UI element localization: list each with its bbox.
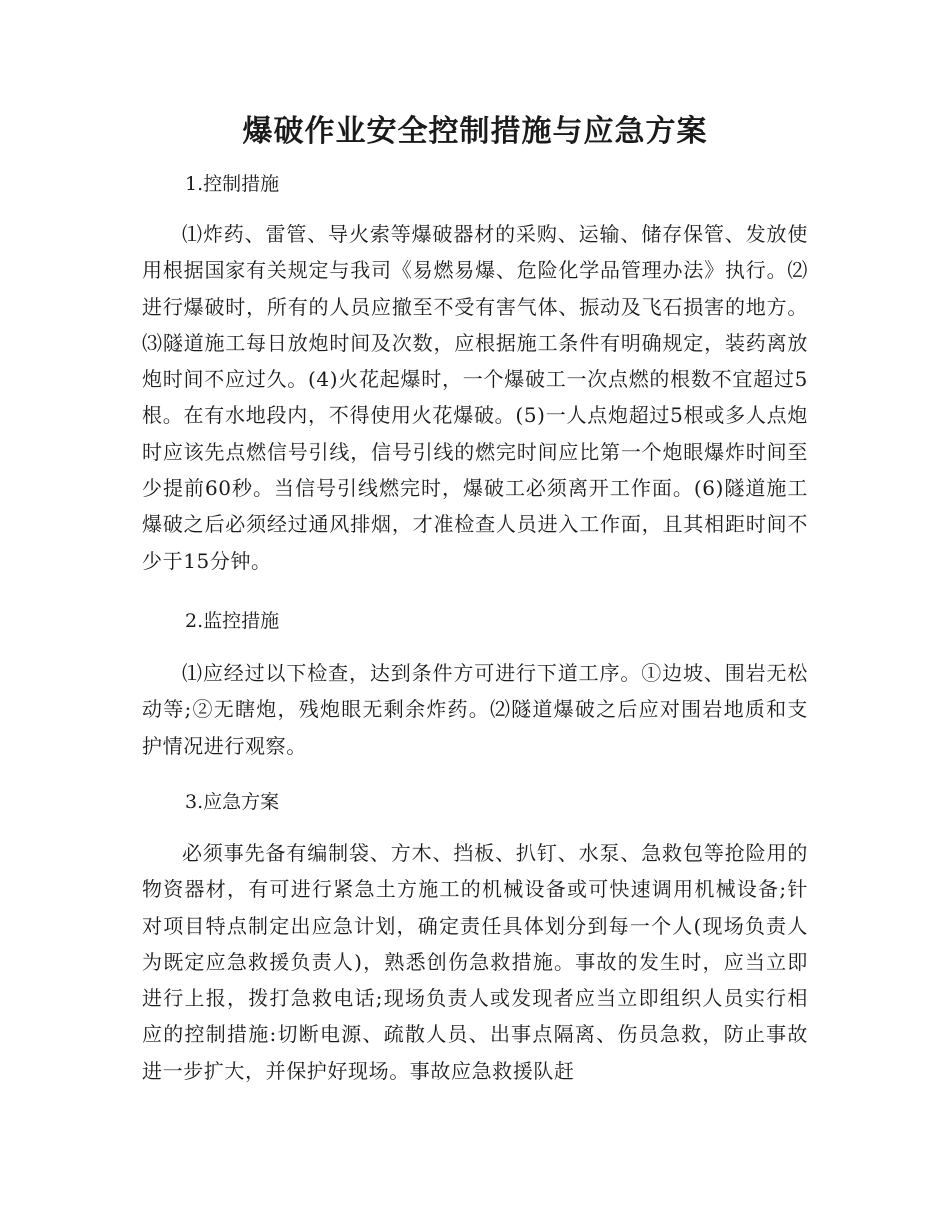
document-title: 爆破作业安全控制措施与应急方案	[242, 114, 708, 149]
section-paragraph-emergency: 必须事先备有编制袋、方木、挡板、扒钉、水泵、急救包等抢险用的物资器材，有可进行紧急土方施工的机械设备或可快速调用机械设备;针对项目特点制定出应急计划，确定责任具体划分到每一个人(现场负责人为既定应急救援负责人)，熟悉创伤急救措施。事故的发生时，应当立即进行上报，拨打急救电话;现场负责人或发现者应当立即组织人员实行相应的控制措施:切断电源、疏散人员、出事点隔离、伤员急救，防止事故进一步扩大，并保护好现场。事故应急救援队赶	[142, 841, 808, 1083]
section-heading-emergency: 3.应急方案	[185, 791, 280, 813]
section-paragraph-monitor: ⑴应经过以下检查，达到条件方可进行下道工序。①边坡、围岩无松动等;②无瞎炮，残炮眼无剩余炸药。⑵隧道爆破之后应对围岩地质和支护情况进行观察。	[142, 661, 809, 758]
section-paragraph-control: ⑴炸药、雷管、导火索等爆破器材的采购、运输、储存保管、发放使用根据国家有关规定与我司《易燃易爆、危险化学品管理办法》执行。⑵进行爆破时，所有的人员应撤至不受有害气体、振动及飞石损害的地方。⑶隧道施工每日放炮时间及次数，应根据施工条件有明确规定，装药离放炮时间不应过久。(4)火花起爆时，一个爆破工一次点燃的根数不宜超过5根。在有水地段内，不得使用火花爆破。(5)一人点炮超过5根或多人点炮时应该先点燃信号引线，信号引线的燃完时间应比第一个炮眼爆炸时间至少提前60秒。当信号引线燃完时，爆破工必须离开工作面。(6)隧道施工爆破之后必须经过通风排烟，才准检查人员进入工作面，且其相距时间不少于15分钟。	[142, 222, 808, 573]
section-heading-control: 1.控制措施	[185, 173, 280, 195]
section-heading-monitor: 2.监控措施	[185, 610, 280, 632]
